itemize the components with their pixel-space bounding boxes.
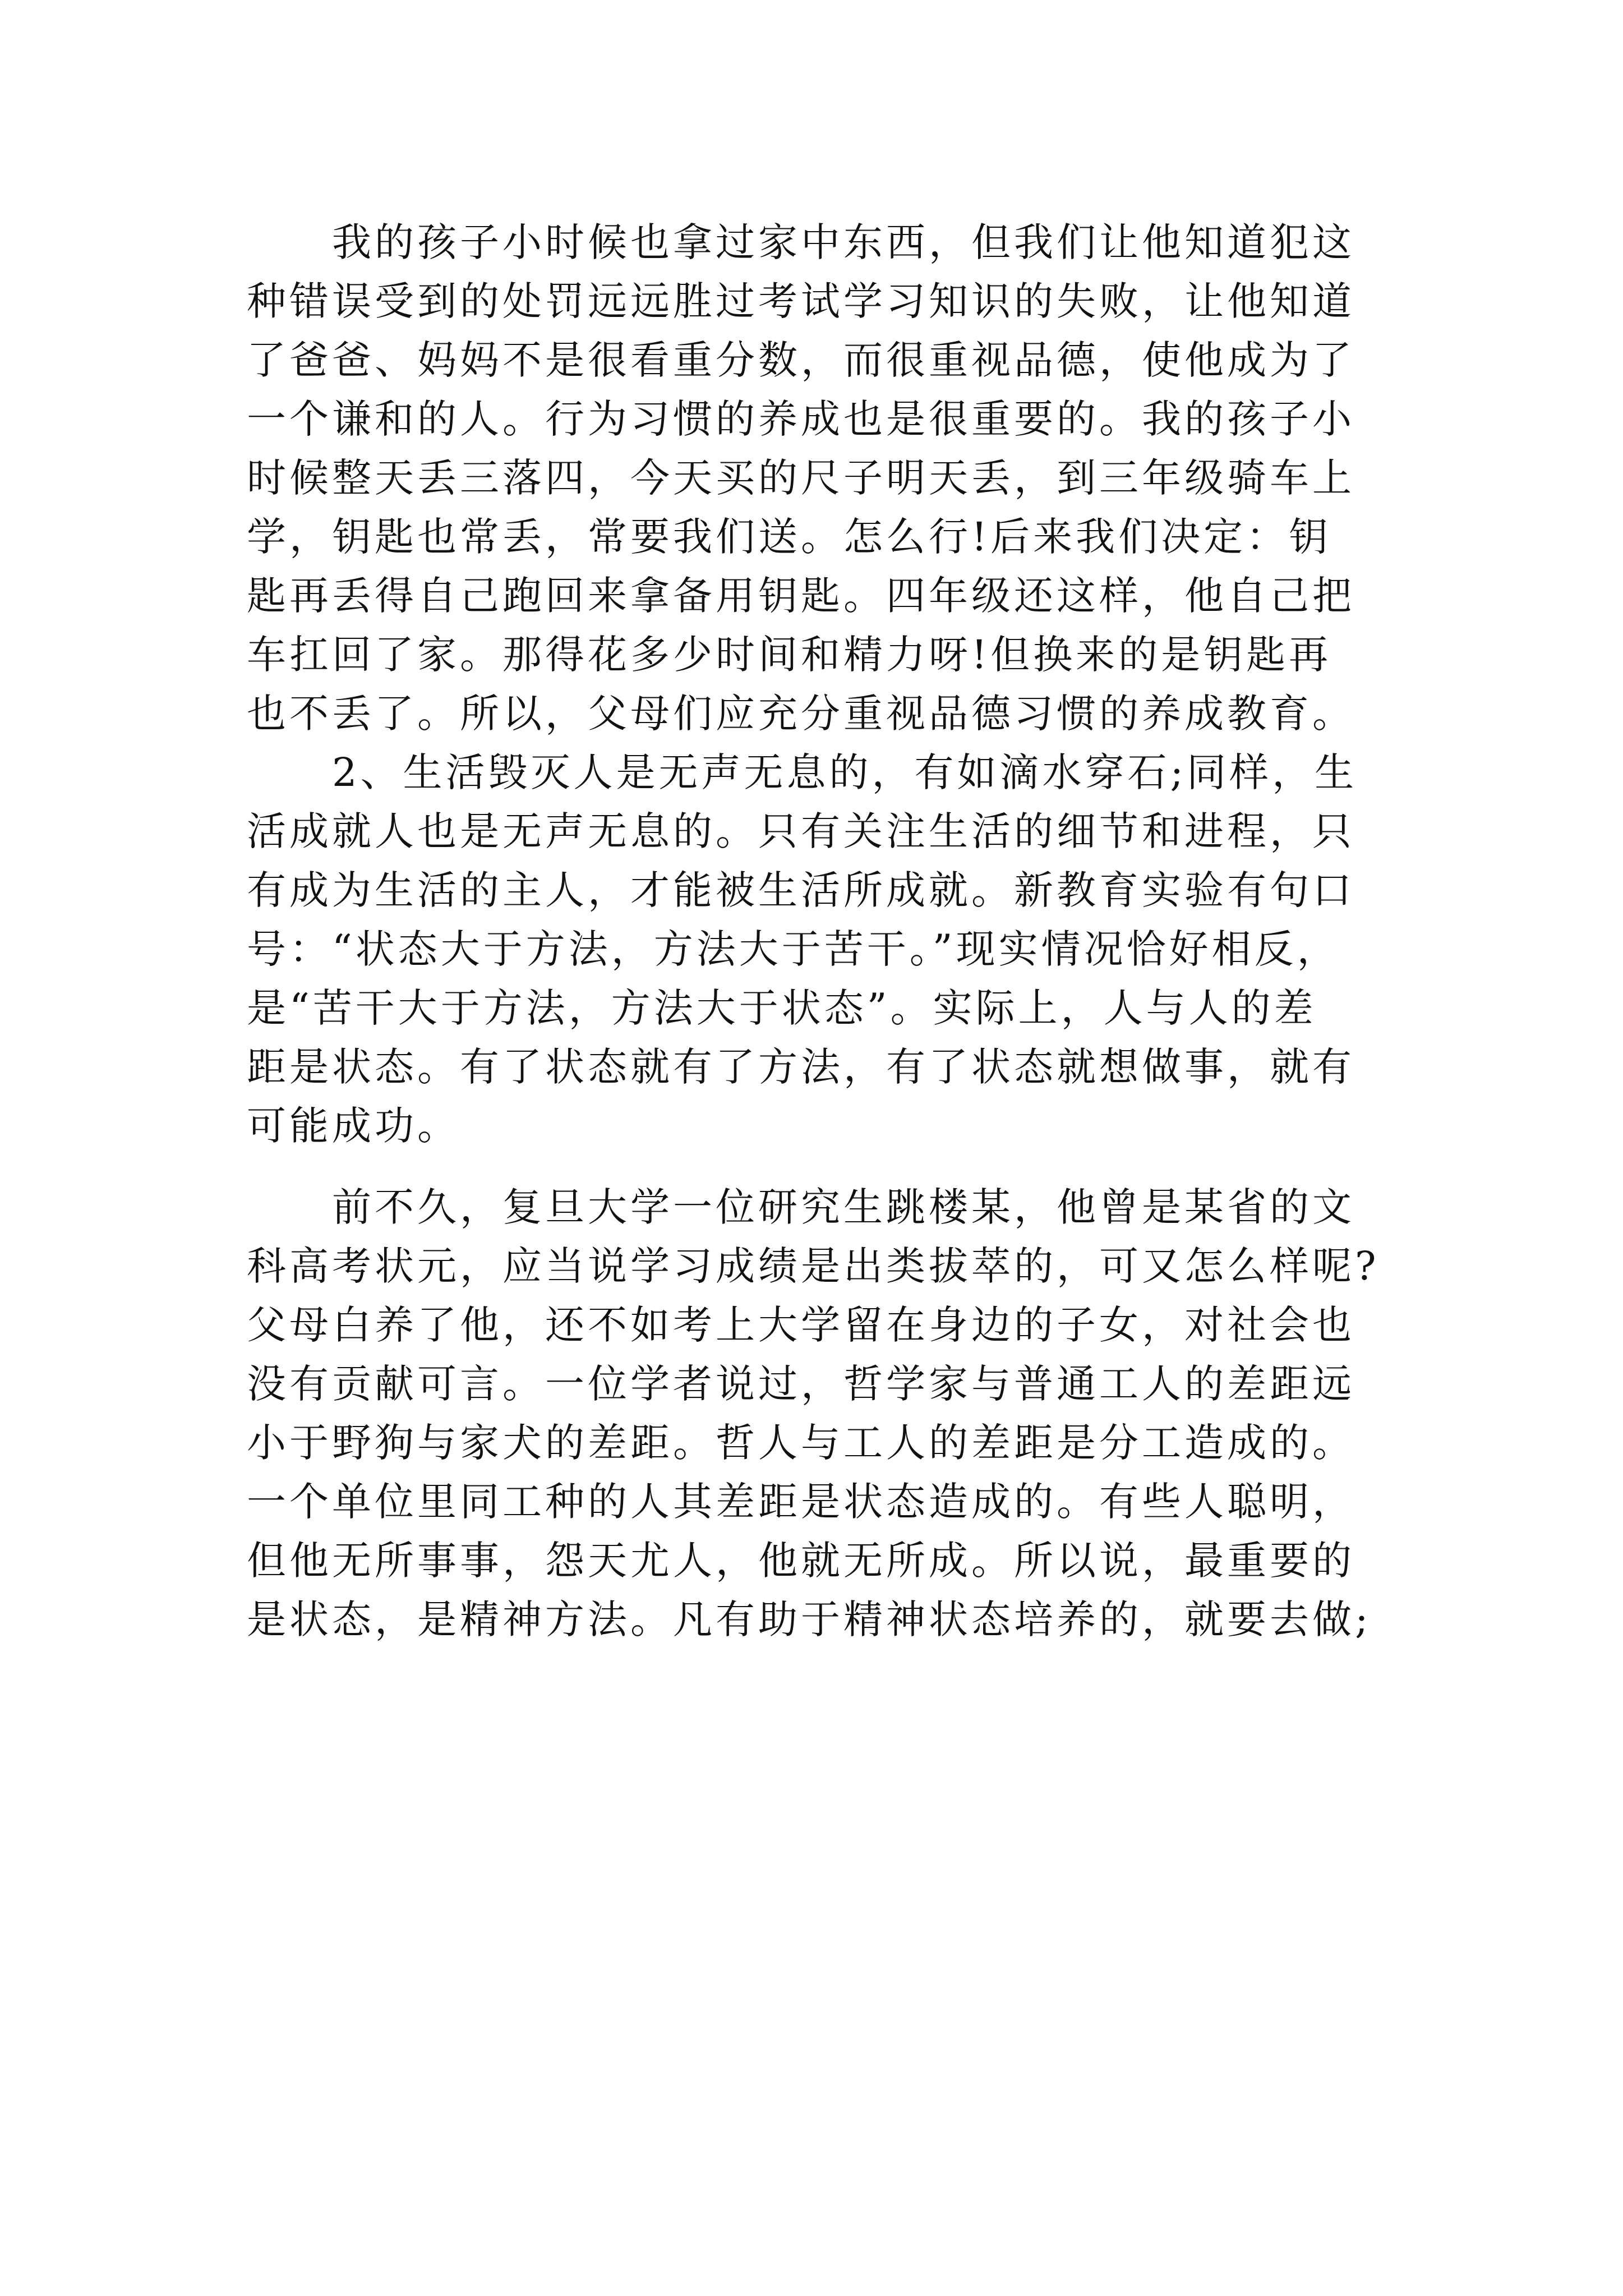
text-line: 号：“状态大于方法，方法大于苦干。”现实情况恰好相反， [247, 926, 1340, 972]
paragraph-2 [247, 743, 1402, 1156]
text-line: 也不丢了。所以，父母们应充分重视品德习惯的养成教育。 [247, 691, 1355, 737]
paragraph-3 [247, 1178, 1402, 1649]
text-line: 了爸爸、妈妈不是很看重分数，而很重视品德，使他成为了 [247, 337, 1355, 383]
text-line: 一个单位里同工种的人其差距是状态造成的。有些人聪明， [247, 1479, 1355, 1525]
body-text [247, 213, 1402, 1649]
text-line: 父母白养了他，还不如考上大学留在身边的子女，对社会也 [247, 1302, 1355, 1348]
text-line: 学，钥匙也常丢，常要我们送。怎么行!后来我们决定：钥 [247, 514, 1332, 560]
text-line: 有成为生活的主人，才能被生活所成就。新教育实验有句口 [247, 867, 1355, 913]
text-line: 但他无所事事，怨天尤人，他就无所成。所以说，最重要的 [247, 1538, 1355, 1584]
text-line: 小于野狗与家犬的差距。哲人与工人的差距是分工造成的。 [247, 1420, 1355, 1466]
text-line: 时候整天丢三落四，今天买的尺子明天丢，到三年级骑车上 [247, 455, 1355, 501]
text-line: 活成就人也是无声无息的。只有关注生活的细节和进程，只 [247, 808, 1355, 854]
text-line: 距是状态。有了状态就有了方法，有了状态就想做事，就有 [247, 1044, 1355, 1090]
text-line: 科高考状元，应当说学习成绩是出类拔萃的，可又怎么样呢? [247, 1243, 1380, 1289]
text-line: 我的孩子小时候也拿过家中东西，但我们让他知道犯这 [247, 219, 1355, 265]
paragraph-1 [247, 213, 1402, 743]
text-line: 匙再丢得自己跑回来拿备用钥匙。四年级还这样，他自己把 [247, 573, 1355, 619]
text-line: 2、生活毁灭人是无声无息的，有如滴水穿石;同样，生 [247, 749, 1358, 795]
text-line: 没有贡献可言。一位学者说过，哲学家与普通工人的差距远 [247, 1361, 1355, 1407]
text-line: 种错误受到的处罚远远胜过考试学习知识的失败，让他知道 [247, 278, 1355, 324]
text-line: 是“苦干大于方法，方法大于状态”。实际上，人与人的差 [247, 985, 1317, 1031]
text-line: 可能成功。 [247, 1103, 460, 1149]
text-line: 车扛回了家。那得花多少时间和精力呀!但换来的是钥匙再 [247, 632, 1332, 678]
text-line: 一个谦和的人。行为习惯的养成也是很重要的。我的孩子小 [247, 396, 1355, 442]
text-line: 前不久，复旦大学一位研究生跳楼某，他曾是某省的文 [247, 1184, 1355, 1230]
text-line: 是状态，是精神方法。凡有助于精神状态培养的，就要去做; [247, 1596, 1372, 1642]
